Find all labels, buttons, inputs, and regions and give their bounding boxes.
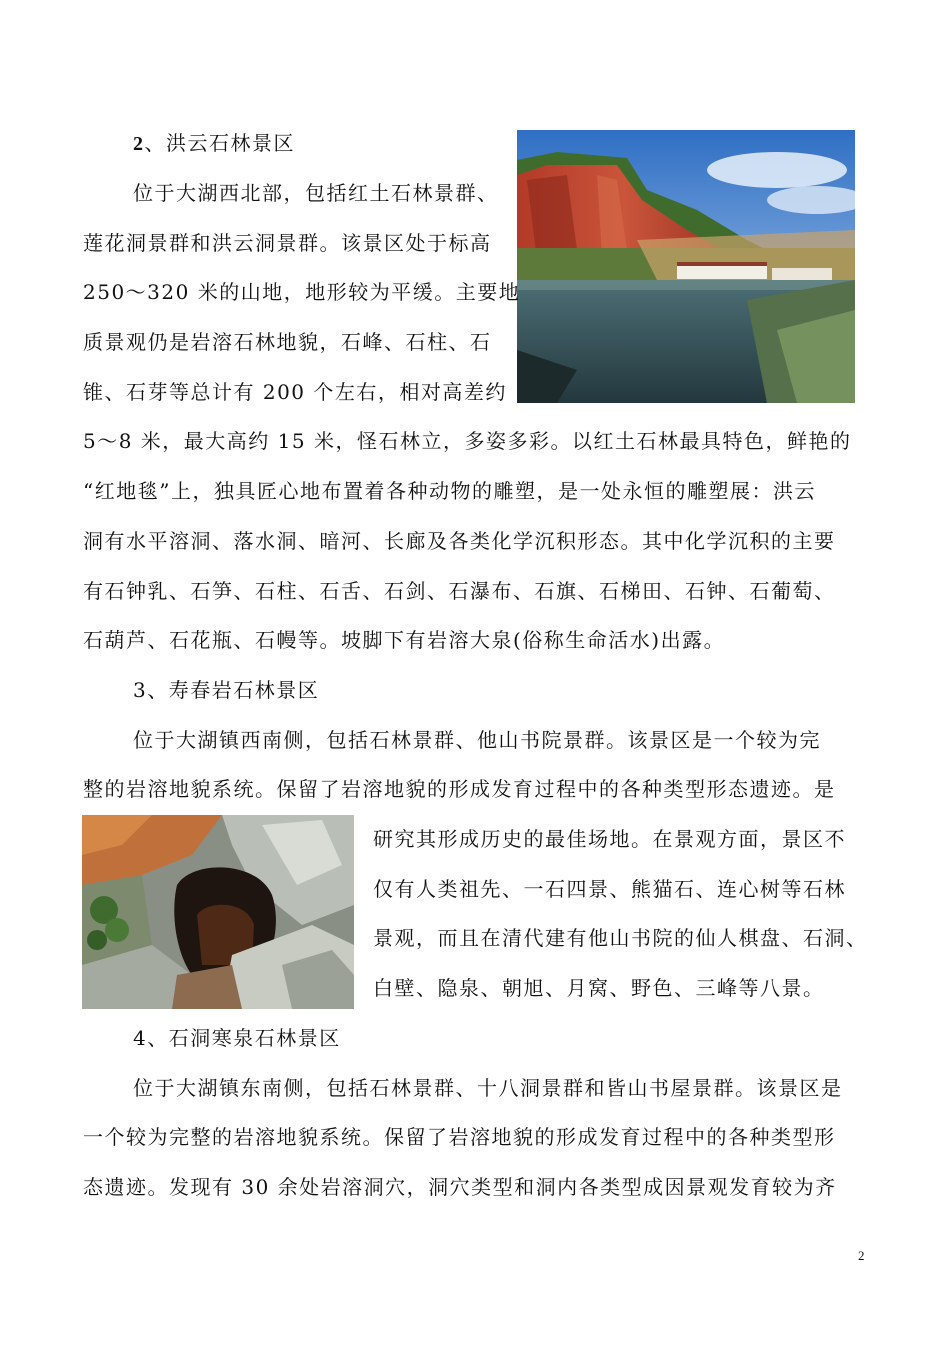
section-4-heading: 4、石洞寒泉石林景区 bbox=[133, 1026, 341, 1050]
section-2-line-9: 有石钟乳、石笋、石柱、石舌、石剑、石瀑布、石旗、石梯田、石钟、石葡萄、 bbox=[83, 579, 836, 603]
cave-entrance-photo bbox=[82, 815, 354, 1009]
section-2-line-6: 5～8 米，最大高约 15 米，怪石林立，多姿多彩。以红土石林最具特色，鲜艳的 bbox=[83, 429, 852, 453]
section-3-line-6: 白壁、隐泉、朝旭、月窝、野色、三峰等八景。 bbox=[373, 976, 825, 1000]
page-number: 2 bbox=[858, 1248, 865, 1263]
section-4-line-1: 位于大湖镇东南侧，包括石林景群、十八洞景群和皆山书屋景群。该景区是 bbox=[133, 1076, 843, 1100]
section-2-line-1: 位于大湖西北部，包括红土石林景群、 bbox=[133, 181, 499, 205]
section-2-line-5: 锥、石芽等总计有 200 个左右，相对高差约 bbox=[83, 380, 507, 404]
section-3-line-3: 研究其形成历史的最佳场地。在景观方面，景区不 bbox=[373, 827, 846, 851]
section-2-number: 2 bbox=[133, 133, 145, 155]
section-3-line-4: 仅有人类祖先、一石四景、熊猫石、连心树等石林 bbox=[373, 877, 846, 901]
section-2-title: 、洪云石林景区 bbox=[144, 131, 295, 155]
section-4-line-2: 一个较为完整的岩溶地貌系统。保留了岩溶地貌的形成发育过程中的各种类型形 bbox=[83, 1125, 836, 1149]
section-2-line-8: 洞有水平溶洞、落水洞、暗河、长廊及各类化学沉积形态。其中化学沉积的主要 bbox=[83, 529, 836, 553]
section-2-line-4: 质景观仍是岩溶石林地貌，石峰、石柱、石 bbox=[83, 330, 492, 354]
section-3-line-5: 景观，而且在清代建有他山书院的仙人棋盘、石洞、 bbox=[373, 926, 868, 950]
section-2-line-10: 石葫芦、石花瓶、石幔等。坡脚下有岩溶大泉(俗称生命活水)出露。 bbox=[83, 628, 726, 652]
section-3-line-1: 位于大湖镇西南侧，包括石林景群、他山书院景群。该景区是一个较为完 bbox=[133, 728, 821, 752]
section-4-line-3: 态遗迹。发现有 30 余处岩溶洞穴，洞穴类型和洞内各类型成因景观发育较为齐 bbox=[83, 1175, 837, 1199]
section-3-heading: 3、寿春岩石林景区 bbox=[133, 678, 320, 702]
section-2-line-2: 莲花洞景群和洪云洞景群。该景区处于标高 bbox=[83, 231, 492, 255]
section-2-line-3: 250～320 米的山地，地形较为平缓。主要地 bbox=[83, 280, 521, 304]
section-2-line-7: “红地毯”上，独具匠心地布置着各种动物的雕塑，是一处永恒的雕塑展：洪云 bbox=[83, 479, 816, 503]
red-cliff-lake-photo bbox=[517, 130, 855, 403]
section-2-heading bbox=[133, 128, 295, 158]
section-3-line-2: 整的岩溶地貌系统。保留了岩溶地貌的形成发育过程中的各种类型形态遗迹。是 bbox=[83, 777, 836, 801]
